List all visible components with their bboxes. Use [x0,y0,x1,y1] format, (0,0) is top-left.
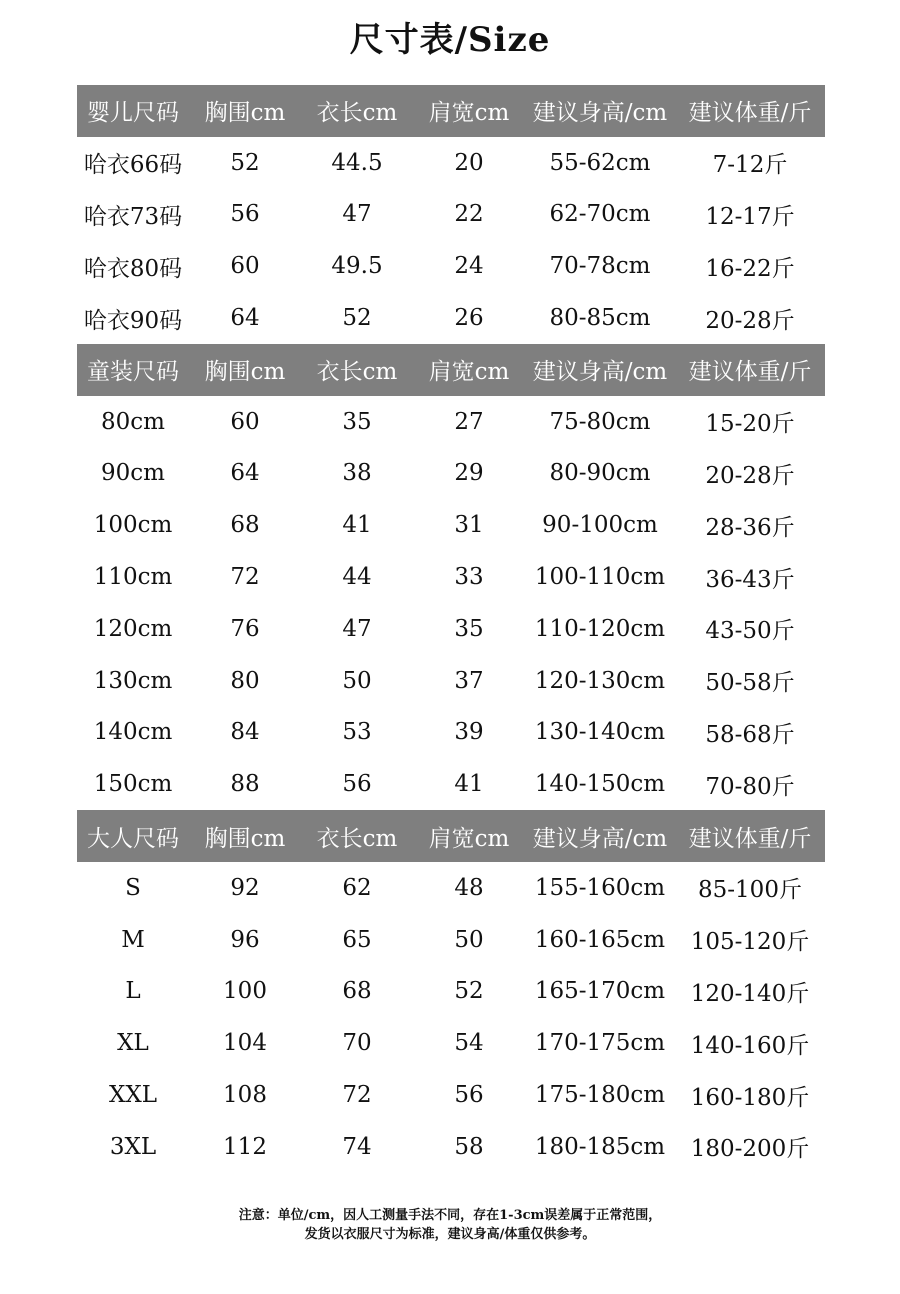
table-cell: 12-17斤 [705,203,795,230]
table-row [77,603,825,655]
table-cell: 100-110cm [534,564,666,591]
table-cell: 62-70cm [549,201,651,228]
table-row [77,655,825,707]
table-cell: 29 [454,460,484,487]
header-cell: 肩宽cm [428,359,510,386]
table-cell: 120-130cm [534,667,666,694]
table-cell: 72 [342,1082,372,1109]
table-row [77,1069,825,1121]
header-cell: 建议身高/cm [532,825,668,852]
table-cell: 64 [230,305,260,332]
size-table [77,85,825,1173]
table-cell: 27 [454,408,484,435]
table-row [77,396,825,448]
table-cell: 31 [454,512,484,539]
table-cell: 76 [230,615,260,642]
table-cell: 37 [454,667,484,694]
table-cell: 16-22斤 [705,255,795,282]
table-cell: 58-68斤 [705,721,795,748]
table-cell: 48 [454,874,484,901]
table-cell: 120-140斤 [690,980,810,1007]
table-cell: 24 [454,253,484,280]
table-cell: 53 [342,719,372,746]
header-cell: 建议身高/cm [532,359,668,386]
table-row [77,551,825,603]
header-cell: 胸围cm [204,100,286,127]
table-cell: 哈衣80码 [83,255,183,282]
table-cell: 52 [230,149,260,176]
table-cell: 52 [342,305,372,332]
table-cell: 哈衣66码 [83,152,183,179]
table-cell: 160-180斤 [690,1084,810,1111]
table-cell: 180-185cm [534,1133,666,1160]
table-cell: 80-85cm [549,305,651,332]
table-cell: 140cm [93,719,173,746]
table-cell: 33 [454,564,484,591]
table-cell: 170-175cm [534,1030,666,1057]
footnote [0,1206,900,1244]
header-cell: 大人尺码 [87,825,179,852]
table-cell: 56 [230,201,260,228]
table-cell: 哈衣73码 [83,203,183,230]
table-cell: 130-140cm [534,719,666,746]
table-cell: 3XL [109,1133,157,1160]
header-cell: 建议体重/斤 [688,100,812,127]
table-row [77,1121,825,1173]
table-cell: S [125,874,141,901]
table-row [77,1017,825,1069]
table-cell: 92 [230,874,260,901]
table-cell: 74 [342,1133,372,1160]
table-cell: 96 [230,926,260,953]
table-cell: 60 [230,253,260,280]
table-cell: 49.5 [331,253,383,280]
table-cell: 70 [342,1030,372,1057]
table-cell: 175-180cm [534,1082,666,1109]
table-row [77,499,825,551]
table-cell: 28-36斤 [705,514,795,541]
table-cell: 165-170cm [534,978,666,1005]
table-cell: 62 [342,874,372,901]
table-cell: XL [117,1030,149,1057]
table-cell: 39 [454,719,484,746]
table-cell: 75-80cm [549,408,651,435]
table-cell: 150cm [93,771,173,798]
table-row [77,292,825,344]
table-cell: 140-150cm [534,771,666,798]
table-cell: 108 [223,1082,267,1109]
table-cell: 110-120cm [534,615,666,642]
infant-section-header [77,85,825,137]
page-title: 尺寸表/Size [349,20,551,60]
table-cell: 105-120斤 [690,929,810,956]
table-cell: 85-100斤 [698,877,802,904]
table-cell: 104 [223,1030,267,1057]
table-cell: 100 [223,978,267,1005]
table-cell: 80-90cm [549,460,651,487]
table-cell: 哈衣90码 [83,307,183,334]
table-cell: 47 [342,201,372,228]
table-cell: 84 [230,719,260,746]
table-cell: 50 [454,926,484,953]
header-cell: 胸围cm [204,825,286,852]
table-cell: 120cm [93,615,173,642]
table-cell: 65 [342,926,372,953]
table-cell: 56 [454,1082,484,1109]
table-cell: 26 [454,305,484,332]
table-cell: 160-165cm [534,926,666,953]
table-cell: M [121,926,145,953]
table-cell: 68 [342,978,372,1005]
table-row [77,240,825,292]
table-cell: 47 [342,615,372,642]
header-cell: 肩宽cm [428,100,510,127]
table-cell: 44 [342,564,372,591]
header-cell: 胸围cm [204,359,286,386]
table-cell: 44.5 [331,149,383,176]
table-cell: 20 [454,149,484,176]
table-cell: 41 [342,512,372,539]
table-row [77,862,825,914]
table-cell: L [125,978,141,1005]
table-cell: 36-43斤 [705,566,795,593]
table-row [77,966,825,1018]
table-cell: 15-20斤 [705,411,795,438]
table-cell: XXL [108,1082,158,1109]
table-cell: 55-62cm [549,149,651,176]
table-cell: 155-160cm [534,874,666,901]
table-cell: 60 [230,408,260,435]
table-cell: 20-28斤 [705,307,795,334]
table-cell: 50-58斤 [705,670,795,697]
kids-section-header [77,344,825,396]
table-row [77,448,825,500]
header-cell: 婴儿尺码 [87,100,179,127]
header-cell: 建议体重/斤 [688,359,812,386]
table-cell: 50 [342,667,372,694]
table-cell: 7-12斤 [712,152,788,179]
header-cell: 衣长cm [316,825,398,852]
table-cell: 100cm [93,512,173,539]
table-cell: 56 [342,771,372,798]
table-cell: 140-160斤 [690,1032,810,1059]
table-cell: 80 [230,667,260,694]
header-cell: 建议身高/cm [532,100,668,127]
table-cell: 64 [230,460,260,487]
adult-section-header [77,810,825,862]
table-cell: 110cm [93,564,173,591]
table-cell: 68 [230,512,260,539]
table-cell: 38 [342,460,372,487]
header-cell: 衣长cm [316,100,398,127]
header-cell: 衣长cm [316,359,398,386]
table-cell: 35 [454,615,484,642]
table-cell: 88 [230,771,260,798]
table-cell: 41 [454,771,484,798]
table-cell: 22 [454,201,484,228]
table-cell: 180-200斤 [690,1136,810,1163]
table-cell: 20-28斤 [705,462,795,489]
table-cell: 90cm [101,460,165,487]
table-cell: 130cm [93,667,173,694]
footnote-line-2: 发货以衣服尺寸为标准，建议身高/体重仅供参考。 [304,1227,596,1242]
table-cell: 58 [454,1133,484,1160]
table-cell: 70-80斤 [705,773,795,800]
table-cell: 72 [230,564,260,591]
header-cell: 肩宽cm [428,825,510,852]
table-cell: 70-78cm [549,253,651,280]
table-row [77,914,825,966]
header-cell: 童装尺码 [87,359,179,386]
table-cell: 52 [454,978,484,1005]
table-row [77,758,825,810]
table-cell: 43-50斤 [705,618,795,645]
table-row [77,137,825,189]
header-cell: 建议体重/斤 [688,825,812,852]
table-row [77,189,825,241]
table-cell: 90-100cm [542,512,658,539]
table-cell: 35 [342,408,372,435]
footnote-line-1: 注意：单位/cm，因人工测量手法不同，存在1-3cm误差属于正常范围， [238,1208,662,1223]
table-cell: 54 [454,1030,484,1057]
table-cell: 112 [223,1133,267,1160]
table-row [77,707,825,759]
table-cell: 80cm [101,408,165,435]
